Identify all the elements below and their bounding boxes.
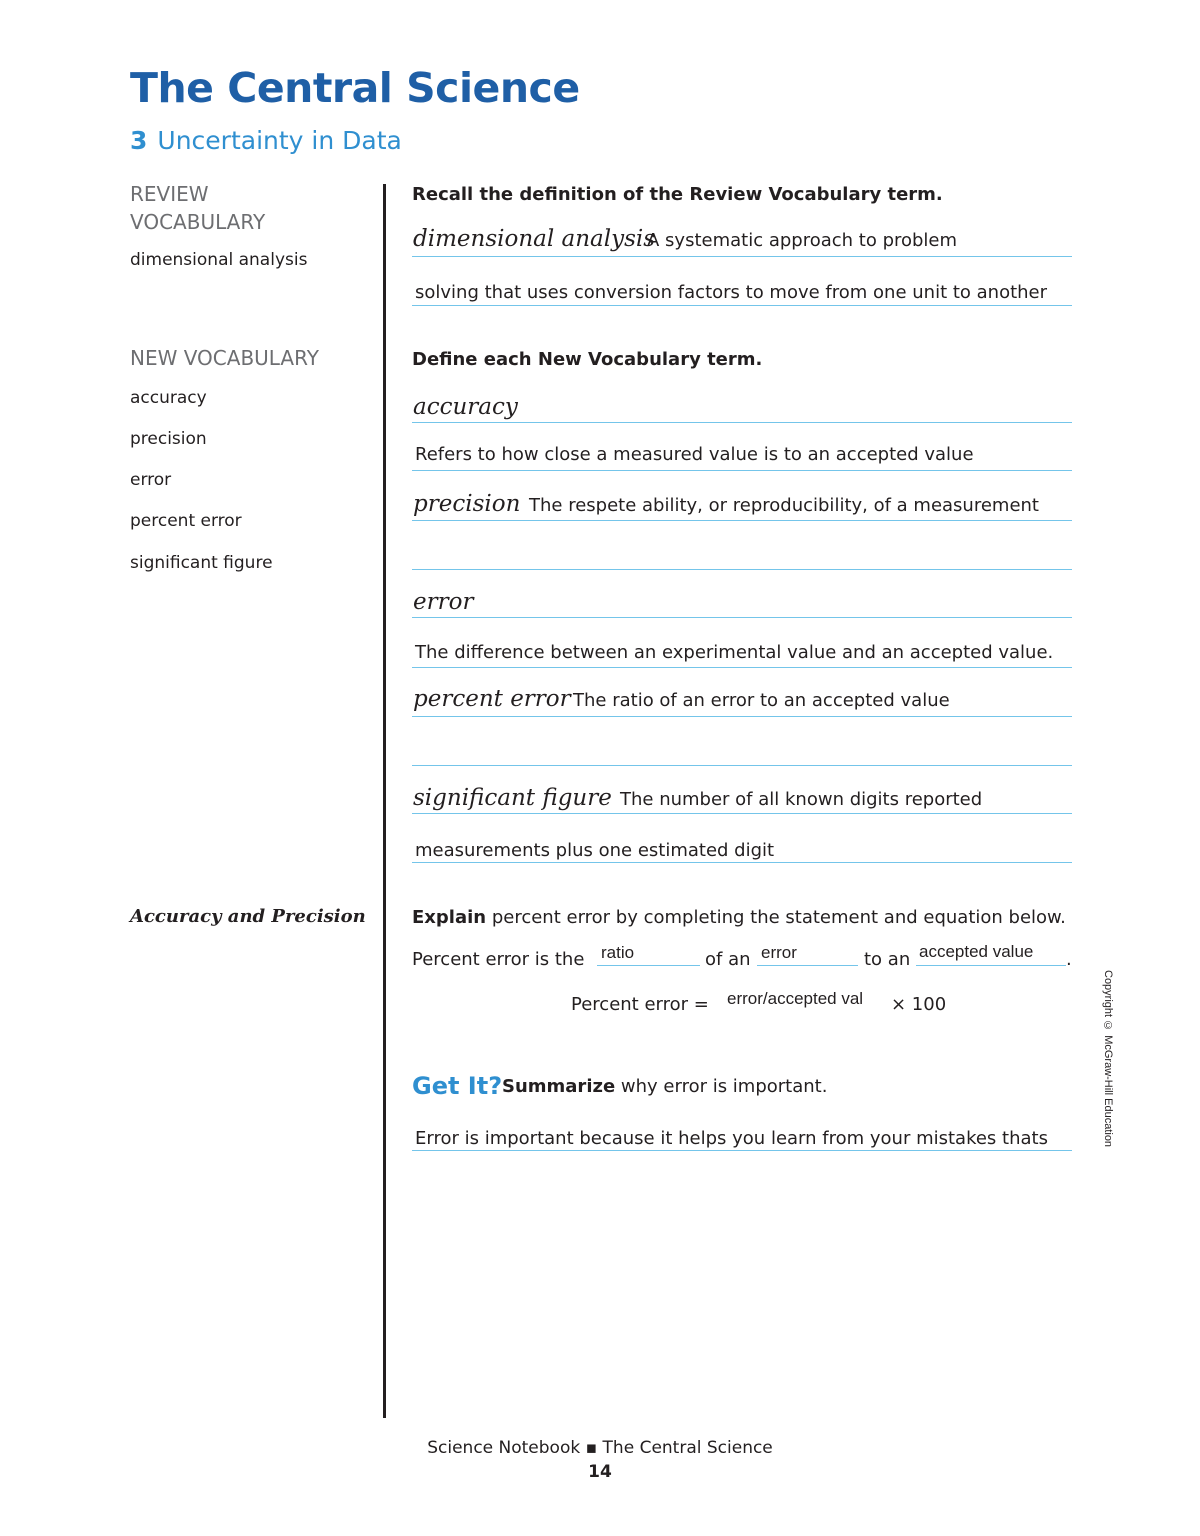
blank-line	[757, 965, 858, 966]
sidebar-term-error: error	[130, 470, 172, 490]
answer-accuracy[interactable]: Refers to how close a measured value is to an accepted value	[415, 444, 974, 465]
section-number: 3	[130, 126, 148, 155]
blank-ratio[interactable]: ratio	[601, 943, 635, 962]
answer-line	[412, 716, 1072, 717]
copyright-notice: Copyright © McGraw-Hill Education	[1102, 970, 1114, 1148]
answer-line	[412, 305, 1072, 306]
statement-part2: of an	[705, 949, 751, 970]
answer-dimensional-analysis-line1[interactable]: A systematic approach to problem	[647, 230, 958, 251]
sidebar-term-percent-error: percent error	[130, 511, 242, 531]
column-divider	[383, 184, 386, 1418]
sidebar-term-precision: precision	[130, 429, 207, 449]
answer-error[interactable]: The difference between an experimental value and an accepted value.	[415, 642, 1054, 663]
answer-line	[412, 470, 1072, 471]
answer-line	[412, 862, 1072, 863]
blank-accepted-value[interactable]: accepted value	[919, 942, 1034, 961]
page-number: 14	[588, 1462, 612, 1482]
term-error: error	[413, 589, 474, 615]
footer-chapter: The Central Science	[602, 1438, 773, 1458]
answer-percent-error[interactable]: The ratio of an error to an accepted value	[573, 690, 950, 711]
new-vocab-prompt: Define each New Vocabulary term.	[412, 349, 763, 370]
answer-line	[412, 256, 1072, 257]
term-precision: precision	[413, 491, 521, 517]
sidebar-term-accuracy: accuracy	[130, 388, 207, 408]
statement-part3: to an	[864, 949, 911, 970]
answer-precision[interactable]: The respete ability, or reproducibility, of a measurement	[529, 495, 1039, 516]
sidebar-review-term: dimensional analysis	[130, 250, 308, 270]
statement-period: .	[1066, 949, 1072, 970]
term-dimensional-analysis: dimensional analysis	[413, 226, 656, 252]
footer-book: Science Notebook	[427, 1438, 581, 1458]
footer-separator: ▪	[585, 1438, 598, 1458]
footer	[0, 1438, 1200, 1458]
equation-label: Percent error =	[571, 994, 709, 1015]
term-percent-error: percent error	[413, 686, 571, 712]
statement-part1: Percent error is the	[412, 949, 585, 970]
answer-line	[412, 667, 1072, 668]
answer-line	[412, 569, 1072, 570]
get-it-prompt: Summarize why error is important.	[502, 1076, 828, 1097]
answer-line	[412, 765, 1072, 766]
equation-answer[interactable]: error/accepted val	[727, 989, 864, 1008]
answer-significant-figure-line1[interactable]: The number of all known digits reported	[620, 789, 983, 810]
answer-significant-figure-line2[interactable]: measurements plus one estimated digit	[415, 840, 775, 861]
review-vocabulary-heading: REVIEW VOCABULARY	[130, 182, 266, 234]
equation-times-100: × 100	[891, 994, 947, 1015]
get-it-label: Get It?	[412, 1072, 503, 1100]
answer-line	[412, 813, 1072, 814]
sidebar-term-significant-figure: significant figure	[130, 553, 273, 573]
answer-get-it[interactable]: Error is important because it helps you learn from your mistakes thats	[415, 1128, 1048, 1149]
answer-line	[412, 422, 1072, 423]
term-significant-figure: significant figure	[413, 785, 612, 811]
blank-error[interactable]: error	[761, 943, 797, 962]
section-title: Uncertainty in Data	[157, 126, 402, 155]
answer-line	[412, 617, 1072, 618]
new-vocabulary-heading: NEW VOCABULARY	[130, 346, 319, 370]
answer-dimensional-analysis-line2[interactable]: solving that uses conversion factors to move from one unit to another	[415, 282, 1048, 303]
section-heading	[130, 126, 402, 155]
sidebar-section-label: Accuracy and Precision	[130, 906, 366, 927]
review-prompt: Recall the definition of the Review Vocabulary term.	[412, 184, 943, 205]
blank-line	[597, 965, 700, 966]
page-title: The Central Science	[130, 64, 580, 112]
blank-line	[916, 965, 1066, 966]
answer-line	[412, 520, 1072, 521]
term-accuracy: accuracy	[413, 394, 518, 420]
answer-line	[412, 1150, 1072, 1151]
explain-prompt: Explain percent error by completing the statement and equation below.	[412, 907, 1066, 928]
